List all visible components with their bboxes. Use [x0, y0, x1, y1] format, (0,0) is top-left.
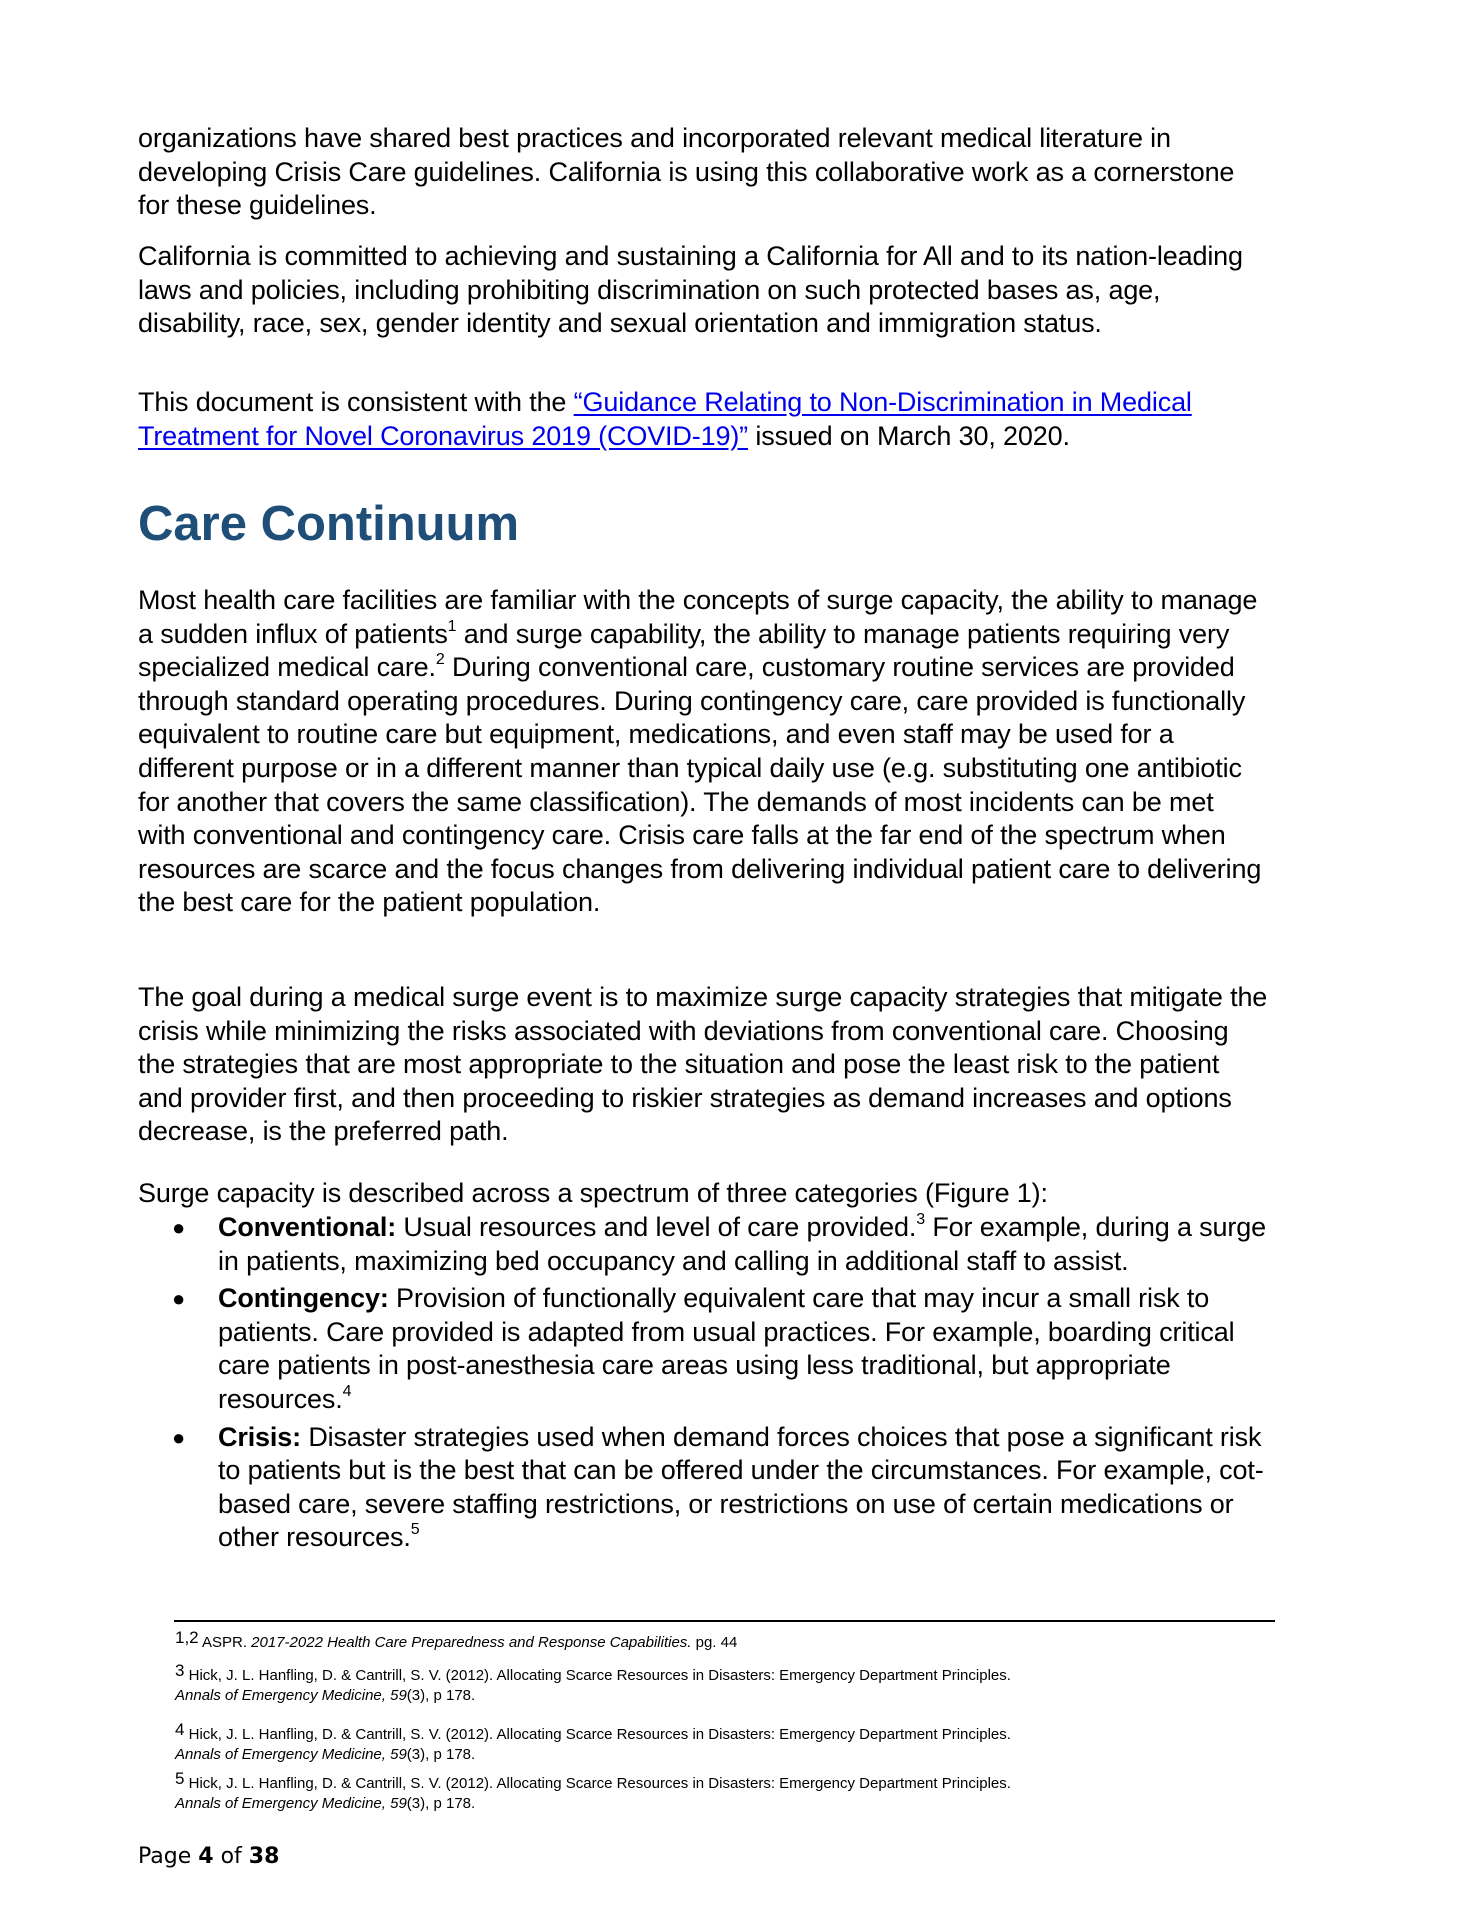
footnote-ref-1[interactable]: 1: [447, 617, 457, 635]
paragraph-text: Most health care facilities are familiar with the concepts of surge capacity, the ability to manage a sudden influx of patients: [138, 585, 1258, 649]
footnotes: [175, 1628, 1275, 1814]
footnote-ref-3[interactable]: 3: [916, 1211, 925, 1228]
footnote-ref-5[interactable]: 5: [410, 1521, 420, 1539]
non-discrimination-guidance-link[interactable]: “Guidance Relating to Non-Discrimination in Medical Treatment for Novel Coronavirus 2019 (COVID-19)”: [138, 387, 1192, 451]
footnote-text: Hick, J. L. Hanfling, D. & Cantrill, S. V. (2012). Allocating Scarce Resources in Disasters: Emergency Department Principles.: [184, 1667, 1011, 1684]
category-term: Crisis:: [218, 1421, 301, 1452]
bullet-icon: ●: [172, 1424, 186, 1450]
footnote-text: Hick, J. L. Hanfling, D. & Cantrill, S. V. (2012). Allocating Scarce Resources in Disasters: Emergency Department Principles.: [184, 1726, 1011, 1743]
footnote-text: Hick, J. L. Hanfling, D. & Cantrill, S. V. (2012). Allocating Scarce Resources in Disasters: Emergency Department Principles.: [184, 1775, 1011, 1792]
surge-categories-list: [138, 1211, 1268, 1559]
footnote-title: 2017-2022 Health Care Preparedness and Response Capabilities.: [251, 1634, 692, 1651]
category-text: Disaster strategies used when demand forces choices that pose a significant risk to patients but is the best that can be offered under the circumstances. For example, cot-based care, severe staffing restrictions, or restrictions on use of certain medications or other resources.: [218, 1421, 1264, 1553]
category-text: Usual resources and level of care provided.: [396, 1212, 917, 1242]
category-text: Provision of functionally equivalent care that may incur a small risk to patients. Care provided is adapted from usual practices. For example, boarding critical care patients in post-anesthesia care areas using less traditional, but appropriate resources.: [218, 1283, 1235, 1414]
total-pages: 38: [248, 1844, 280, 1869]
footnote-mark: 5: [175, 1769, 185, 1788]
intro-paragraph-3: [138, 386, 1268, 453]
list-item-conventional: [138, 1211, 1268, 1278]
category-text: For example, during a surge in patients, maximizing bed occupancy and calling in additional staff to assist.: [218, 1212, 1266, 1276]
footnote-mark: 1,2: [175, 1628, 199, 1647]
intro-paragraph-1: organizations have shared best practices and incorporated relevant medical literature in developing Crisis Care guidelines. California is using this collaborative work as a cornerstone for these guidelines.: [138, 123, 1235, 221]
journal-title: Annals of Emergency Medicine,: [175, 1746, 391, 1763]
paragraph-text: During conventional care, customary routine services are provided through standard operating procedures. During contingency care, care provided is functionally equivalent to routine care but equipment, medications, and even staff may be used for a different purpose or in a different manner than typical daily use (e.g. substituting one antibiotic for another that covers the same classification). The demands of most incidents can be met with conventional and contingency care. Crisis care falls at the far end of the spectrum when resources are scarce and the focus changes from delivering individual patient care to delivering the best care for the patient population.: [138, 652, 1262, 918]
page-label: Page: [138, 1844, 199, 1869]
footnote-3: [175, 1661, 1275, 1706]
category-term: Contingency:: [218, 1283, 389, 1314]
paragraph-text: and surge capability, the ability to manage patients requiring very specialized medical care.: [138, 618, 1230, 683]
bullet-icon: ●: [172, 1286, 186, 1312]
journal-title: Annals of Emergency Medicine,: [175, 1687, 391, 1704]
footnote-4: [175, 1720, 1275, 1765]
footnote-text: (3), p 178.: [406, 1795, 476, 1812]
section-heading: Care Continuum: [138, 497, 520, 551]
journal-title: Annals of Emergency Medicine,: [175, 1795, 391, 1812]
intro-paragraph-2: California is committed to achieving and sustaining a California for All and to its nation-leading laws and policies, including prohibiting discrimination on such protected bases as, age, disability, race, sex, gender identity and sexual orientation and immigration status.: [138, 241, 1243, 339]
footnote-ref-4[interactable]: 4: [342, 1382, 352, 1400]
footnote-mark: 3: [175, 1661, 185, 1680]
footnote-text: ASPR.: [198, 1634, 252, 1651]
paragraph-text: This document is consistent with the: [138, 387, 574, 417]
current-page: 4: [198, 1844, 214, 1869]
list-item-crisis: [138, 1421, 1268, 1555]
journal-volume: 59: [390, 1687, 407, 1704]
list-item-contingency: [138, 1282, 1268, 1416]
footnote-mark: 4: [175, 1720, 185, 1739]
paragraph-text: issued on March 30, 2020.: [748, 420, 1070, 451]
footnote-text: (3), p 178.: [406, 1746, 476, 1763]
category-term: Conventional:: [218, 1212, 397, 1242]
care-continuum-paragraph-2: The goal during a medical surge event is to maximize surge capacity strategies that mitigate the crisis while minimizing the risks associated with deviations from conventional care. Choosing the strategies that are most appropriate to the situation and pose the least risk to the patient and provider first, and then proceeding to riskier strategies as demand increases and options decrease, is the preferred path.: [138, 982, 1268, 1147]
footnote-5: [175, 1769, 1275, 1814]
footnote-separator: [174, 1620, 1275, 1622]
journal-volume: 59: [390, 1746, 407, 1763]
of-label: of: [213, 1844, 249, 1869]
footnote-ref-2[interactable]: 2: [435, 651, 445, 669]
page-number: [138, 1842, 279, 1872]
journal-volume: 59: [390, 1795, 407, 1812]
care-continuum-paragraph-1: [138, 584, 1268, 920]
care-continuum-paragraph-3: Surge capacity is described across a spectrum of three categories (Figure 1):: [138, 1178, 1048, 1208]
footnote-text: (3), p 178.: [406, 1687, 476, 1704]
footnote-text: pg. 44: [691, 1634, 738, 1651]
bullet-icon: ●: [172, 1215, 186, 1240]
footnote-1-2: [175, 1628, 1275, 1653]
